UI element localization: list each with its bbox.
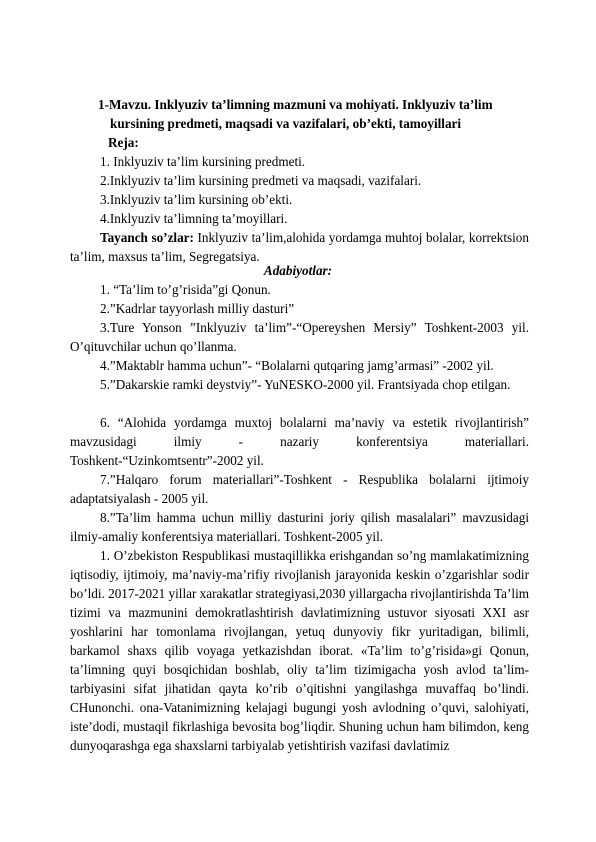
reference-item: 4.”Maktablr hamma uchun”- “Bolalarni qutqaring jamg’armasi” -2002 yil.: [100, 358, 494, 373]
reference-item: 2.”Kadrlar tayyorlash milliy dasturi”: [100, 301, 295, 316]
plan-item: 1. Inklyuziv ta’lim kursining predmeti.: [100, 154, 306, 169]
reference-item: 1. “Ta’lim to’g’risida”gi Qonun.: [100, 282, 271, 297]
plan-item: 2.Inklyuziv ta’lim kursining predmeti va maqsadi, vazifalari.: [100, 173, 422, 188]
keywords-label: Tayanch so’zlar:: [100, 230, 194, 245]
reference-item: 8.”Ta’lim hamma uchun milliy dasturini joriy qilish masalalari” mavzusidagi ilmiy-amaliy konferentsiya materiallari. Toshkent-2005 yil.: [70, 510, 529, 544]
body-paragraph: 1. O’zbekiston Respublikasi mustaqillikka erishgandan so’ng mamlakatimizning iqtisodiy, ijtimoiy, ma’naviy-ma’rifiy rivojlanish jarayonida keskin o’zgarishlar sodir bo’ldi. 2017-2021 yillar xarakatlar strategiyasi,2030 yillargacha rivojlantirishda Ta’lim tizimi va mazmunini demokratlashtirish davlatimizning ustuvor siyosati XXI asr yoshlarini har tomonlama rivojlangan, yetuq dunyoviy fikr yuritadigan, bilimli, barkamol shaxs qilib voyaga yetkazishdan iborat. «Ta’lim to’g’risida»gi Qonun, ta’limning quyi bosqichidan boshlab, oliy ta’lim tizimigacha yosh avlod ta’lim-tarbiyasini sifat jihatidan qayta ko’rib o’qitishni yangilashga muvaffaq bo’lindi. CHunonchi. ona-Vatanimizning kelajagi bugungi yosh avlodning o’quvi, salohiyati, iste’dodi, mustaqil fikrlashiga bevosita bog’liqdir. Shuning uchun ham bilimdon, keng dunyoqarashga ega shaxslarni tarbiyalab yetishtirish vazifasi davlatimiz: [70, 548, 529, 753]
reference-item: 7.”Halqaro forum materiallari”-Toshkent - Respublika bolalarni ijtimoiy adaptatsiyalash - 2005 yil.: [70, 472, 529, 506]
plan-item: 4.Inklyuziv ta’limning ta’moyillari.: [100, 211, 288, 226]
plan-item: 3.Inklyuziv ta’lim kursining ob’ekti.: [100, 192, 293, 207]
reference-item: 6. “Alohida yordamga muxtoj bolalarni ma’naviy va estetik rivojlantirish” mavzusidagi ilmiy - nazariy konferentsiya materiallari. Toshkent-“Uzinkomtsentr”-2002 yil.: [70, 415, 529, 468]
plan-heading: Reja:: [108, 135, 139, 150]
title-line-1: 1-Mavzu. Inklyuziv ta’limning mazmuni va mohiyati. Inklyuziv ta’lim: [98, 97, 493, 112]
document-title: [98, 95, 528, 133]
keywords-text: Inklyuziv ta’lim,alohida yordamga muhtoj bolalar, korrektsion ta’lim, maxsus ta’lim, Segregatsiya.: [70, 230, 529, 264]
reference-item: 3.Ture Yonson ”Inklyuziv ta’lim”-“Opereyshen Mersiy” Toshkent-2003 yil. O’qituvchilar uchun qo’llanma.: [70, 320, 529, 354]
reference-item: 5.”Dakarskie ramki deystviy”- YuNESKO-2000 yil. Frantsiyada chop etilgan.: [100, 377, 511, 392]
title-line-2: kursining predmeti, maqsadi va vazifalari, ob’ekti, tamoyillari: [110, 116, 462, 131]
references-heading: Adabiyotlar:: [263, 263, 333, 278]
